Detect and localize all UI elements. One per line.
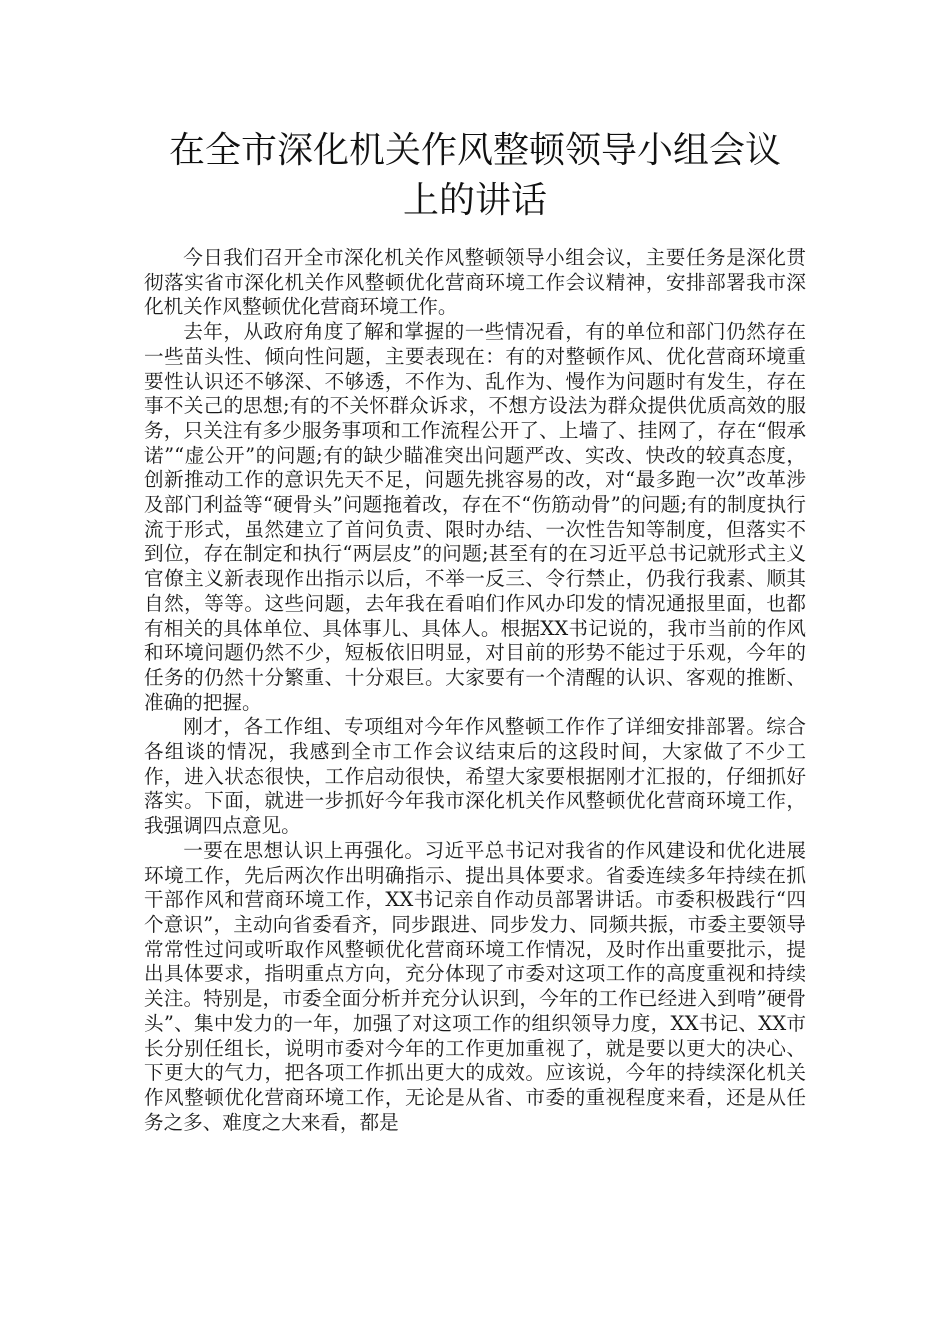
paragraph-1: 今日我们召开全市深化机关作风整顿领导小组会议，主要任务是深化贯彻落实省市深化机关作风整顿优化营商环境工作会议精神，安排部署我市深化机关作风整顿优化营商环境工作。 (144, 246, 806, 319)
document-title (100, 126, 850, 226)
document-body (144, 246, 806, 1135)
paragraph-2: 去年，从政府角度了解和掌握的一些情况看，有的单位和部门仍然存在一些苗头性、倾向性问题，主要表现在：有的对整顿作风、优化营商环境重要性认识还不够深、不够透，不作为、乱作为、慢作为问题时有发生，存在事不关己的思想;有的不关怀群众诉求，不想方设法为群众提供优质高效的服务，只关注有多少服务事项和工作流程公开了、上墙了、挂网了，存在“假承诺”“虚公开”的问题;有的缺少瞄准突出问题严改、实改、快改的较真态度，创新推动工作的意识先天不足，问题先挑容易的改，对“最多跑一次”改革涉及部门利益等“硬骨头”问题拖着改，存在不“伤筋动骨”的问题;有的制度执行流于形式，虽然建立了首问负责、限时办结、一次性告知等制度，但落实不到位，存在制定和执行“两层皮”的问题;甚至有的在习近平总书记就形式主义官僚主义新表现作出指示以后，不举一反三、令行禁止，仍我行我素、顺其自然，等等。这些问题，去年我在看咱们作风办印发的情况通报里面，也都有相关的具体单位、具体事儿、具体人。根据XX书记说的，我市当前的作风和环境问题仍然不少，短板依旧明显，对目前的形势不能过于乐观，今年的任务的仍然十分繁重、十分艰巨。大家要有一个清醒的认识、客观的推断、准确的把握。 (144, 320, 806, 714)
paragraph-3: 刚才，各工作组、专项组对今年作风整顿工作作了详细安排部署。综合各组谈的情况，我感到全市工作会议结束后的这段时间，大家做了不少工作，进入状态很快，工作启动很快，希望大家要根据刚才汇报的，仔细抓好落实。下面，就进一步抓好今年我市深化机关作风整顿优化营商环境工作，我强调四点意见。 (144, 715, 806, 838)
paragraph-4: 一要在思想认识上再强化。习近平总书记对我省的作风建设和优化进展环境工作，先后两次作出明确指示、提出具体要求。省委连续多年持续在抓干部作风和营商环境工作，XX书记亲自作动员部署讲话。市委积极践行“四个意识”，主动向省委看齐，同步跟进、同步发力、同频共振，市委主要领导常常性过问或听取作风整顿优化营商环境工作情况，及时作出重要批示，提出具体要求，指明重点方向，充分体现了市委对这项工作的高度重视和持续关注。特别是，市委全面分析并充分认识到，今年的工作已经进入到啃”硬骨头”、集中发力的一年，加强了对这项工作的组织领导力度，XX书记、XX市长分别任组长，说明市委对今年的工作更加重视了，就是要以更大的决心、下更大的气力，把各项工作抓出更大的成效。应该说，今年的持续深化机关作风整顿优化营商环境工作，无论是从省、市委的重视程度来看，还是从任务之多、难度之大来看，都是 (144, 838, 806, 1134)
title-line-1: 在全市深化机关作风整顿领导小组会议 (168, 130, 781, 171)
title-line-2: 上的讲话 (402, 180, 547, 221)
